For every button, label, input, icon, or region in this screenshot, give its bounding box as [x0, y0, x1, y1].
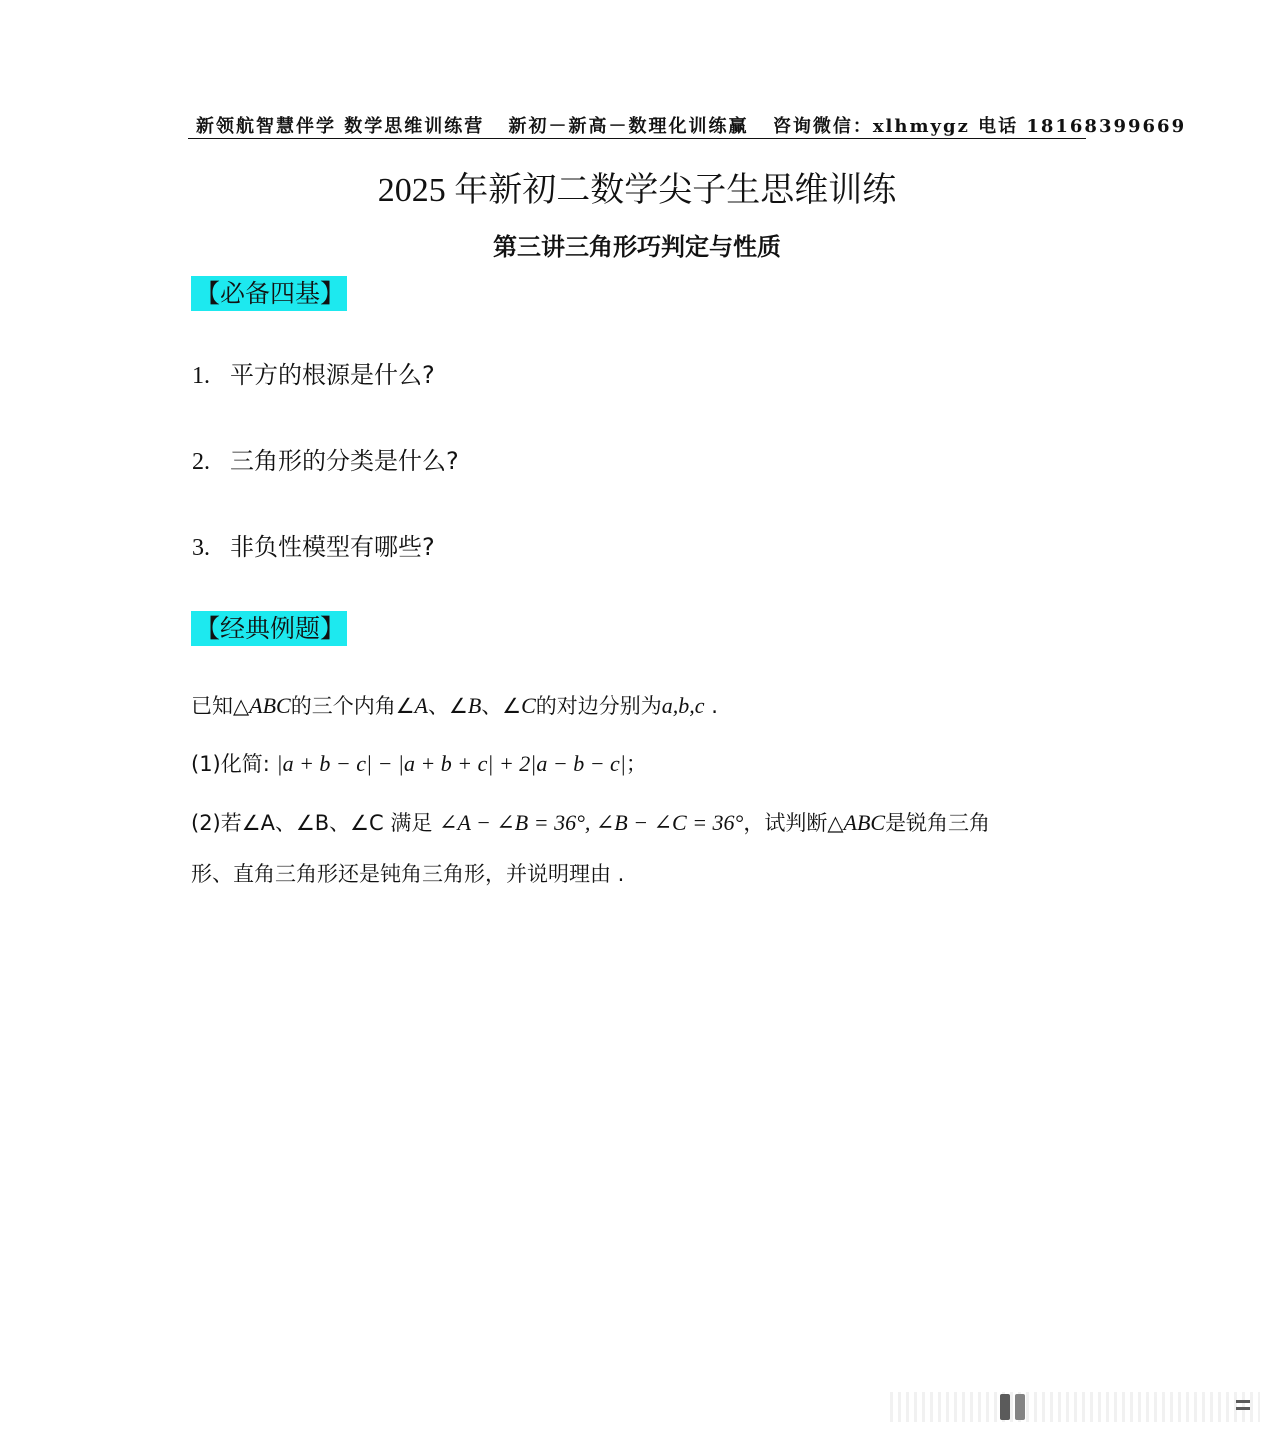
- example-text: 、∠: [428, 694, 468, 718]
- example-text: 的对边分别为: [535, 694, 662, 718]
- example-text: ，试判断△: [743, 811, 844, 835]
- math-angle-b: B: [467, 693, 482, 718]
- watermark-bar-icon: [1015, 1394, 1025, 1420]
- watermark-graphic: [890, 1392, 1260, 1422]
- math-angle-c: C: [521, 693, 536, 718]
- question-item: [192, 355, 435, 390]
- example-intro: [191, 680, 1086, 732]
- example-part-1: [191, 738, 1086, 790]
- example-text: 是锐角三角: [885, 811, 991, 835]
- header-segment-slogan: 新初－新高－数理化训练赢: [508, 116, 749, 137]
- example-part-2-continued: 形、直角三角形还是钝角三角形，并说明理由 .: [191, 862, 625, 886]
- math-expression: |a + b − c| − |a + b + c| + 2|a − b − c|: [276, 751, 626, 776]
- question-number: 1.: [192, 363, 210, 389]
- section-heading-basics: 【必备四基】: [191, 276, 347, 311]
- math-angle-a: A: [414, 693, 428, 718]
- question-text: 非负性模型有哪些?: [230, 533, 435, 561]
- math-triangle-name: ABC: [843, 810, 886, 835]
- question-item: [192, 441, 459, 476]
- part-label: (2)若∠A、∠B、∠C 满足: [191, 811, 433, 835]
- math-sides: a,b,c: [661, 693, 705, 718]
- header-segment-brand: 新领航智慧伴学 数学思维训练营: [196, 116, 485, 137]
- example-text: 、∠: [481, 694, 522, 718]
- example-text: .: [704, 694, 718, 718]
- question-text: 平方的根源是什么?: [230, 361, 435, 389]
- part-label: (1)化简:: [191, 752, 270, 776]
- question-item: [192, 527, 435, 562]
- page-header: [188, 112, 1187, 138]
- watermark-menu-icon: [1236, 1400, 1250, 1403]
- document-subtitle: 第三讲三角形巧判定与性质: [493, 232, 781, 261]
- header-divider: [188, 138, 1086, 139]
- question-text: 三角形的分类是什么?: [230, 447, 459, 475]
- example-text: ；: [625, 752, 647, 776]
- question-number: 3.: [192, 535, 210, 561]
- example-part-2: [191, 797, 1086, 849]
- question-number: 2.: [192, 449, 210, 475]
- header-segment-contact: 咨询微信：xlhmygz 电话 18168399669: [772, 116, 1187, 137]
- math-triangle-name: ABC: [249, 693, 291, 718]
- watermark-bar-icon: [1000, 1394, 1010, 1420]
- example-text: 的三个内角∠: [290, 694, 415, 718]
- section-heading-examples: 【经典例题】: [191, 611, 347, 646]
- document-title: 2025 年新初二数学尖子生思维训练: [377, 172, 897, 209]
- example-text: 已知△: [191, 694, 250, 718]
- math-expression: ∠A − ∠B = 36°, ∠B − ∠C = 36°: [439, 810, 744, 835]
